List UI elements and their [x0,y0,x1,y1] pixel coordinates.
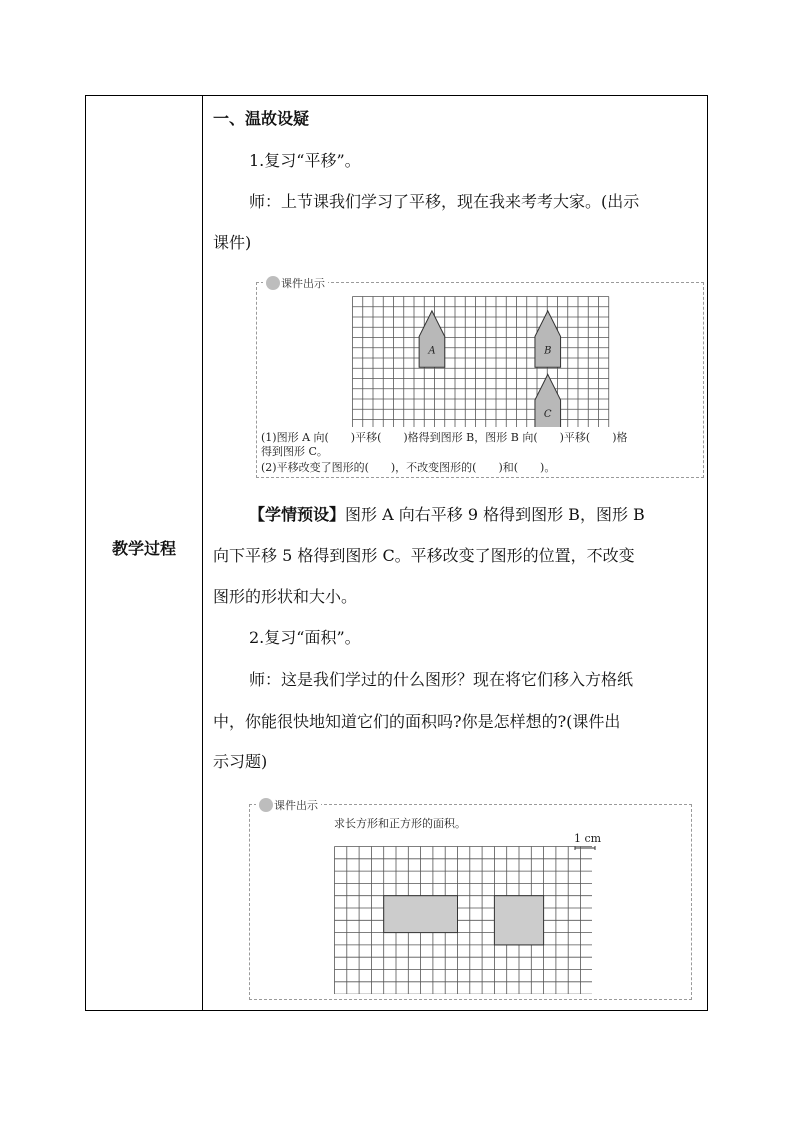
lesson-table [85,95,708,1011]
area-panel [249,799,692,1000]
column-divider [202,96,203,1010]
panel-tag: 课件出示 [256,797,321,813]
preset-line1: 【学情预设】图形 A 向右平移 9 格得到图形 B，图形 B [249,505,645,524]
review1-teacher-line2: 课件) [213,233,252,252]
review2-teacher-line1: 师：这是我们学过的什么图形？现在将它们移入方格纸 [249,670,634,689]
rectangle-shape [384,896,458,933]
translation-panel [256,277,704,478]
review2-teacher-line2: 中，你能很快地知道它们的面积吗?你是怎样想的?(课件出 [213,712,621,731]
unit-label: 1 cm [574,832,602,845]
question1-line1: (1)图形 A 向( )平移( )格得到图形 B，图形 B 向( )平移( )格 [261,431,628,444]
shape-a [419,311,445,367]
area-prompt: 求长方形和正方形的面积。 [334,817,466,830]
question2: (2)平移改变了图形的( )，不改变图形的( )和( )。 [261,461,556,474]
shape-c-label: C [543,408,552,420]
grid-lines [353,297,609,428]
review2-heading: 2.复习“面积”。 [249,628,361,647]
row-label: 教学过程 [111,539,176,558]
panel-tag: 课件出示 [263,275,328,291]
square-shape [494,896,543,945]
section-title: 一、温故设疑 [213,109,310,128]
tag-icon [259,798,273,812]
shape-a-label: A [428,345,436,357]
grid-lines [335,847,593,995]
tag-icon [266,276,280,290]
question1-line2: 得到图形 C。 [261,445,328,458]
preset-label: 【学情预设】 [249,505,346,524]
review1-heading: 1.复习“平移”。 [249,151,361,170]
shape-b [535,311,561,367]
area-grid [334,846,592,994]
preset-line2: 向下平移 5 格得到图形 C。平移改变了图形的位置，不改变 [213,546,635,565]
review2-teacher-line3: 示习题) [213,752,268,771]
shape-b-label: B [544,345,552,357]
review1-teacher-line1: 师：上节课我们学习了平移，现在我来考考大家。(出示 [249,192,640,211]
translation-grid [352,296,610,427]
preset-line3: 图形的形状和大小。 [213,587,358,606]
